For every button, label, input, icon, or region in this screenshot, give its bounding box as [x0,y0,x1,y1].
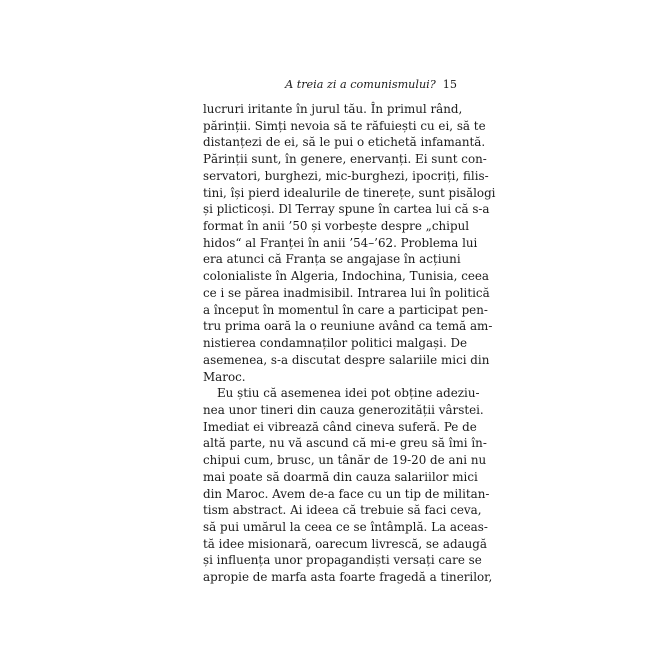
paragraph-1 [203,101,496,385]
text-line: tă idee misionară, oarecum livrescă, se adaugă [203,536,487,551]
text-line: și plicticoși. Dl Terray spune în cartea lui că s-a [203,202,490,217]
text-line: nea unor tineri din cauza generozității vârstei. [203,402,484,417]
text-line: să pui umărul la ceea ce se întâmplă. La aceas- [203,519,488,534]
text-line: ce i se părea inadmisibil. Intrarea lui în politică [203,285,490,300]
text-line: lucruri iritante în jurul tău. În primul rând, [203,102,463,116]
text-line: părinții. Simți nevoia să te răfuiești cu ei, să te [203,118,486,133]
text-line: altă parte, nu vă ascund că mi-e greu să îmi în- [203,436,487,451]
text-line: asemenea, s-a discutat despre salariile mici din [203,352,490,367]
text-line: Eu știu că asemenea idei pot obține adeziu- [217,386,480,401]
text-line: mai poate să doarmă din cauza salariilor mici [203,469,478,484]
text-line: servatori, burghezi, mic-burghezi, ipocriți, filis- [203,168,489,183]
text-line: Maroc. [203,369,246,384]
text-line: a început în momentul în care a participat pen- [203,302,488,317]
text-line: colonialiste în Algeria, Indochina, Tunisia, ceea [203,269,490,284]
text-line: tism abstract. Ai ideea că trebuie să faci ceva, [203,503,482,518]
body-text [203,101,496,586]
text-line: apropie de marfa asta foarte fragedă a tinerilor, [203,570,493,585]
running-head-title: A treia zi a comunismului? [285,78,436,91]
text-line: și influența unor propagandiști versați care se [203,553,482,568]
text-line: format în anii ’50 și vorbește despre „chipul [203,219,470,234]
text-line: Părinții sunt, în genere, enervanți. Ei sunt con- [203,152,487,167]
text-line: din Maroc. Avem de-a face cu un tip de militan- [203,486,490,501]
running-head [203,78,457,92]
page-number: 15 [442,78,457,91]
text-line: Imediat ei vibrează când cineva suferă. Pe de [203,419,477,434]
text-line: hidos“ al Franței în anii ’54–’62. Problema lui [203,235,478,250]
text-line: tru prima oară la o reuniune având ca temă am- [203,319,493,334]
text-line: tini, își pierd idealurile de tinerețe, sunt pisălogi [203,185,496,200]
paragraph-2 [203,385,493,586]
text-line: chipui cum, brusc, un tânăr de 19-20 de ani nu [203,453,487,468]
text-line: nistierea condamnaților politici malgași. De [203,336,468,351]
text-line: era atunci că Franța se angajase în acțiuni [203,252,461,267]
text-line: distanțezi de ei, să le pui o etichetă infamantă. [203,135,486,150]
